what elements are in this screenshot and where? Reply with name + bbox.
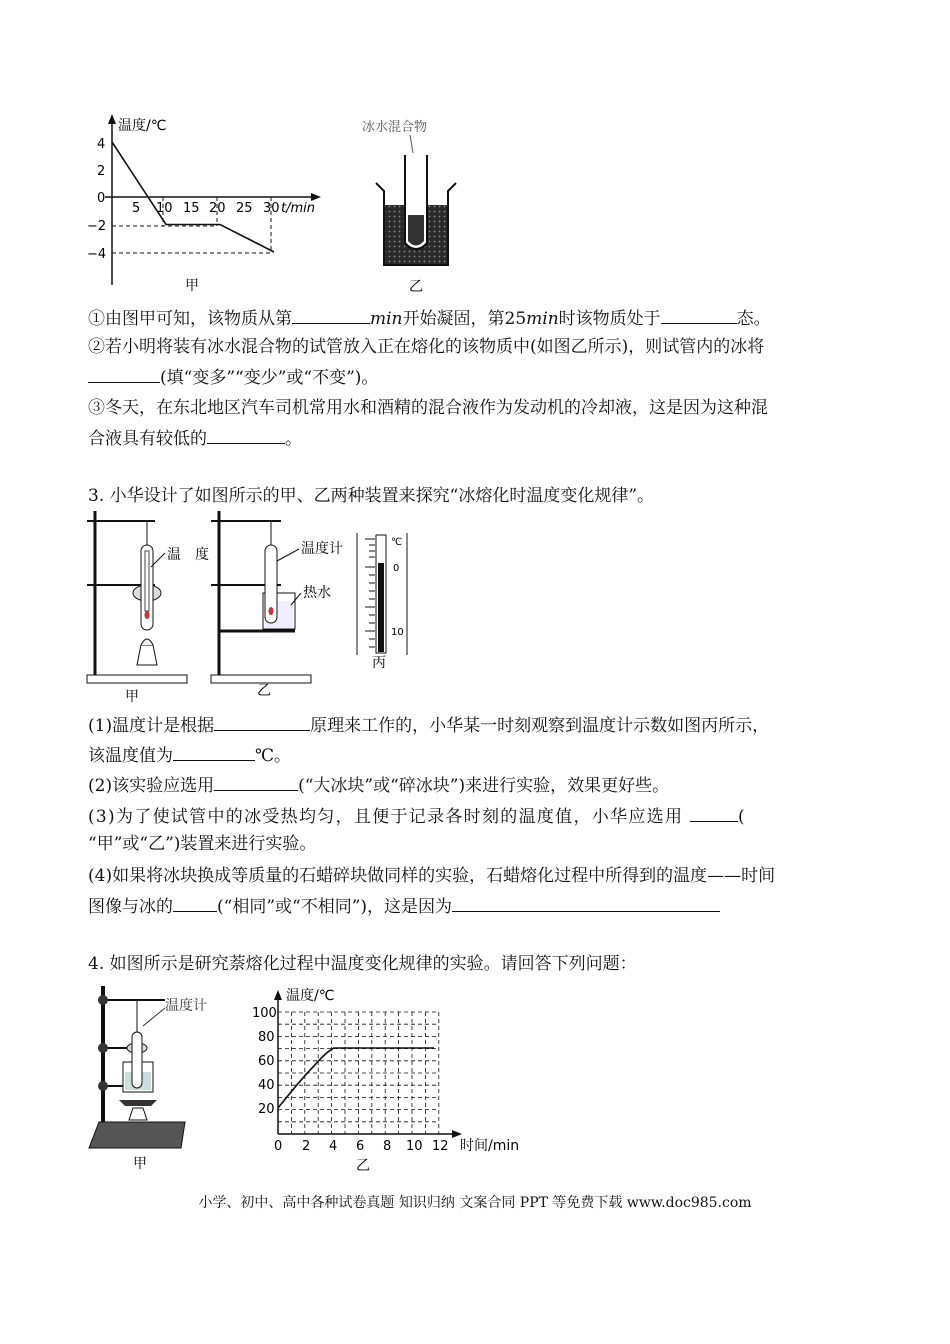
top-device-yi [358, 115, 468, 295]
q4-xtick: 12 [432, 1139, 449, 1154]
xtick: 15 [183, 201, 200, 216]
q4-curve [278, 1048, 434, 1108]
bing-caption: 丙 [372, 655, 386, 671]
ytick: −2 [87, 219, 107, 234]
q4-ylabel: 温度/℃ [286, 988, 335, 1004]
ytick: 4 [97, 137, 106, 152]
q4-ytick: 40 [258, 1078, 275, 1093]
q4-graph-yi [250, 980, 540, 1180]
yi-caption: 乙 [257, 683, 271, 699]
q3-p1-line2: 该温度值为 ℃。 [88, 742, 291, 768]
ytick: −4 [87, 247, 107, 262]
answer-blank[interactable] [452, 893, 720, 912]
answer-blank[interactable] [214, 712, 310, 731]
answer-blank[interactable] [173, 742, 255, 761]
q4-jia-label: 温度计 [165, 998, 207, 1014]
answer-blank[interactable] [690, 803, 738, 822]
answer-blank[interactable] [214, 772, 298, 791]
q3-title: 3. 小华设计了如图所示的甲、乙两种装置来探究“冰熔化时温度变化规律”。 [88, 486, 655, 506]
jia-label: 温 度 [167, 547, 209, 563]
yi-label-thermometer: 温度计 [301, 541, 343, 557]
q2-line-4: ③冬天，在东北地区汽车司机常用水和酒精的混合液作为发动机的冷却液，这是因为这种混 [88, 398, 768, 418]
page-footer: 小学、初中、高中各种试卷真题 知识归纳 文案合同 PPT 等免费下载 www.doc985.com [198, 1195, 752, 1211]
answer-blank[interactable] [292, 305, 370, 324]
answer-blank[interactable] [661, 305, 737, 324]
q3-p2: (2)该实验应选用 (“大冰块”或“碎冰块”)来进行实验，效果更好些。 [88, 772, 669, 798]
therm-unit: ℃ [391, 537, 403, 548]
q2-line-3: (填“变多”“变少”或“不变”)。 [88, 364, 378, 390]
xtick: 10 [156, 201, 173, 216]
q2-line-1: ①由图甲可知，该物质从第 min开始凝固，第25min时该物质处于 态。 [88, 305, 771, 331]
graph-xlabel: t/min [281, 201, 315, 216]
answer-blank[interactable] [173, 893, 217, 912]
answer-blank[interactable] [207, 425, 285, 444]
q4-ytick: 60 [258, 1054, 275, 1069]
q4-jia-caption: 甲 [133, 1156, 147, 1172]
q4-title: 4. 如图所示是研究萘熔化过程中温度变化规律的实验。请回答下列问题： [88, 954, 637, 974]
answer-blank[interactable] [88, 364, 160, 383]
xtick: 5 [132, 201, 141, 216]
q3-p1-line1: (1)温度计是根据 原理来工作的，小华某一时刻观察到温度计示数如图丙所示， [88, 712, 769, 738]
graph-caption: 甲 [185, 278, 199, 294]
q4-apparatus-jia [85, 978, 225, 1178]
q4-caption: 乙 [356, 1158, 370, 1174]
yi-label-hot-water: 热水 [303, 585, 331, 601]
q3-p3-line1: (3)为了使试管中的冰受热均匀，且便于记录各时刻的温度值，小华应选用 ( [88, 803, 746, 829]
q2-line-2: ②若小明将装有冰水混合物的试管放入正在熔化的该物质中(如图乙所示)，则试管内的冰将 [88, 337, 765, 357]
device-caption: 乙 [409, 279, 423, 295]
top-graph-jia [85, 110, 335, 295]
q4-xtick: 8 [383, 1139, 392, 1154]
q4-ytick: 20 [258, 1102, 275, 1117]
q3-p4-line2: 图像与冰的 (“相同”或“不相同”)，这是因为 [88, 893, 720, 919]
jia-caption: 甲 [125, 689, 139, 705]
therm-ten: 10 [391, 627, 404, 638]
q4-xtick: 10 [406, 1139, 423, 1154]
q4-xlabel: 时间/min [460, 1138, 520, 1154]
q3-p3-line2: “甲”或“乙”)装置来进行实验。 [88, 834, 317, 854]
q4-xtick: 0 [274, 1139, 283, 1154]
q3-p4-line1: (4)如果将冰块换成等质量的石蜡碎块做同样的实验，石蜡熔化过程中所得到的温度——时间 [88, 866, 776, 886]
device-label: 冰水混合物 [362, 120, 428, 135]
therm-zero: 0 [393, 563, 400, 574]
q4-ytick: 100 [252, 1006, 277, 1021]
ytick: 2 [97, 164, 106, 179]
q4-xtick: 2 [302, 1139, 311, 1154]
ytick: 0 [97, 191, 106, 206]
q4-xtick: 6 [356, 1139, 365, 1154]
xtick: 30 [263, 201, 280, 216]
q4-ytick: 80 [258, 1030, 275, 1045]
xtick: 25 [236, 201, 253, 216]
q4-xtick: 4 [329, 1139, 338, 1154]
q3-figures [85, 505, 425, 705]
xtick: 20 [209, 201, 226, 216]
graph-ylabel: 温度/℃ [118, 118, 167, 134]
q2-line-5: 合液具有较低的 。 [88, 425, 302, 451]
